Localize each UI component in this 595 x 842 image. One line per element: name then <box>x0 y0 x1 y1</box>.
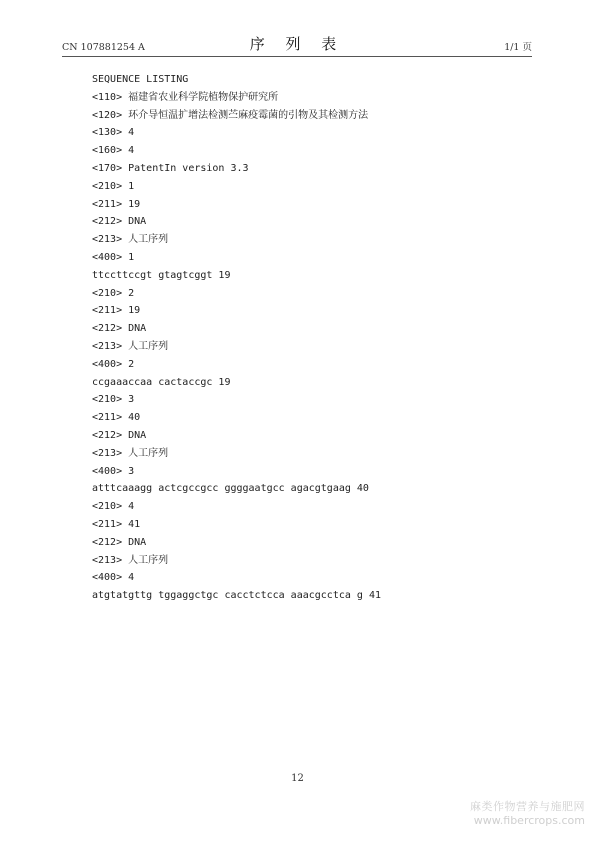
listing-line: <212> DNA <box>92 536 147 548</box>
sequence-listing <box>92 71 522 605</box>
listing-line: <213> 人工序列 <box>92 554 169 566</box>
listing-line: <210> 3 <box>92 394 135 406</box>
listing-line: <211> 19 <box>92 305 141 317</box>
listing-line: <212> DNA <box>92 216 147 228</box>
watermark <box>470 798 585 827</box>
page-header <box>62 32 532 56</box>
page-indicator: 1/1 页 <box>504 42 532 53</box>
listing-line: <212> DNA <box>92 429 147 441</box>
page-number: 12 <box>291 773 304 784</box>
listing-line: <400> 4 <box>92 572 135 584</box>
listing-line: <210> 2 <box>92 287 135 299</box>
listing-line: <160> 4 <box>92 145 135 157</box>
listing-line: <400> 1 <box>92 251 135 263</box>
listing-line: <110> 福建省农业科学院植物保护研究所 <box>92 91 279 103</box>
listing-line: <130> 4 <box>92 127 135 139</box>
listing-line: atttcaaagg actcgccgcc ggggaatgcc agacgtgaag 40 <box>92 483 369 495</box>
listing-line: <210> 4 <box>92 501 135 513</box>
listing-line: <212> DNA <box>92 323 147 335</box>
listing-line: <400> 3 <box>92 465 135 477</box>
listing-line: ccgaaaccaa cactaccgc 19 <box>92 376 231 388</box>
listing-line: <170> PatentIn version 3.3 <box>92 162 249 174</box>
page-title: 序 列 表 <box>249 35 345 53</box>
listing-line: <211> 41 <box>92 518 141 530</box>
listing-line: <400> 2 <box>92 358 135 370</box>
listing-line: ttccttccgt gtagtcggt 19 <box>92 269 231 281</box>
header-rule <box>62 56 532 57</box>
listing-line: atgtatgttg tggaggctgc cacctctcca aaacgcctca g 41 <box>92 590 381 602</box>
watermark-url: www.fibercrops.com <box>473 814 585 827</box>
listing-line: SEQUENCE LISTING <box>92 74 189 85</box>
listing-line: <213> 人工序列 <box>92 340 169 352</box>
listing-line: <211> 40 <box>92 412 141 424</box>
listing-line: <211> 19 <box>92 198 141 210</box>
patent-number: CN 107881254 A <box>62 42 145 53</box>
watermark-site-name: 麻类作物营养与施肥网 <box>470 800 585 813</box>
listing-line: <210> 1 <box>92 180 135 192</box>
listing-line: <120> 环介导恒温扩增法检测苎麻疫霉菌的引物及其检测方法 <box>92 109 369 121</box>
listing-line: <213> 人工序列 <box>92 234 169 246</box>
listing-line: <213> 人工序列 <box>92 447 169 459</box>
